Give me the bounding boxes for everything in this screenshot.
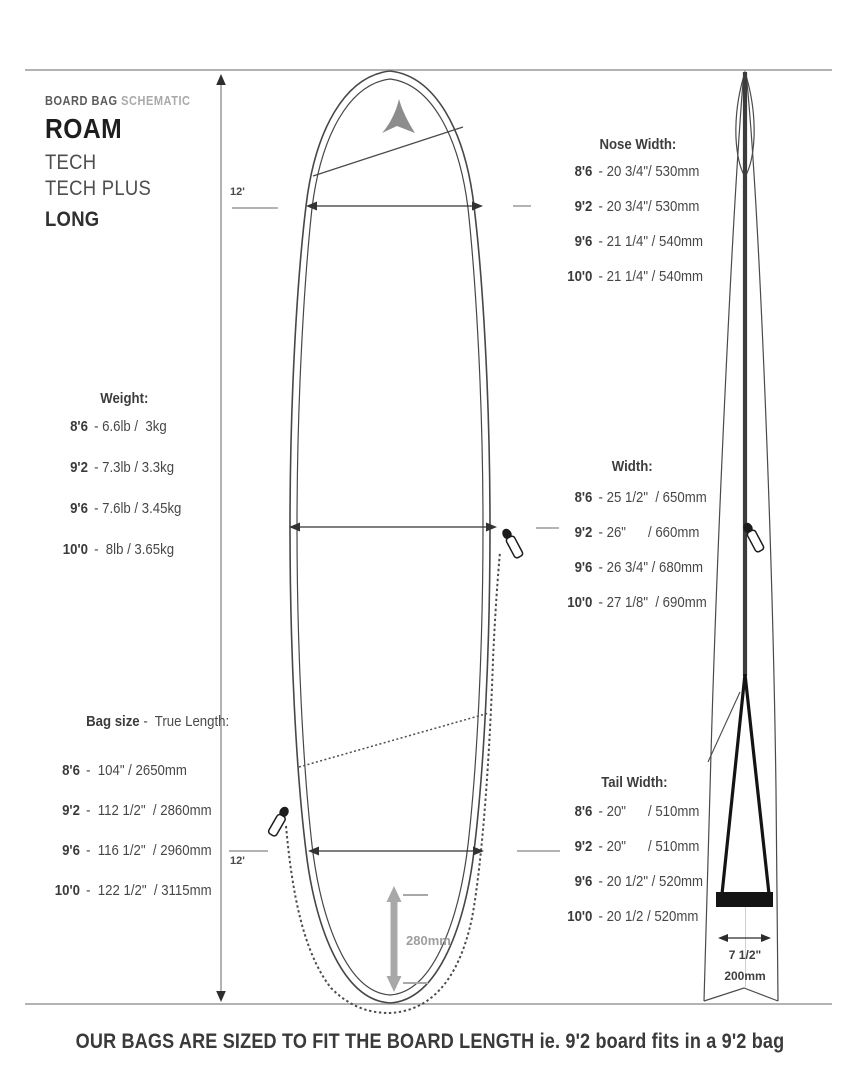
- spec-size: 9'6: [574, 559, 593, 576]
- side-width-arrow: [718, 934, 771, 942]
- spec-row: [566, 838, 703, 855]
- spec-row: [58, 500, 181, 517]
- tail-width-title: Tail Width:: [601, 774, 668, 791]
- nose-width-specs: [566, 136, 703, 285]
- tail-depth-label: 280mm: [406, 933, 451, 948]
- spec-row: [566, 163, 703, 180]
- spec-value: - 25 1/2" / 650mm: [598, 489, 707, 506]
- spec-row: [566, 594, 707, 611]
- spec-size: 10'0: [54, 882, 80, 899]
- side-bottom-notch: [704, 988, 778, 1001]
- spec-value: - 7.6lb / 3.45kg: [94, 500, 182, 517]
- spec-value: - 21 1/4" / 540mm: [598, 233, 704, 250]
- weight-title: Weight:: [100, 390, 149, 407]
- spec-row: [566, 198, 703, 215]
- bag-size-title-light: - True Length:: [139, 713, 230, 730]
- bag-size-title: [50, 696, 229, 747]
- spec-size: 9'2: [574, 524, 593, 541]
- spec-size: 8'6: [574, 163, 593, 180]
- spec-value: - 7.3lb / 3.3kg: [94, 459, 175, 476]
- side-left-edge: [704, 82, 743, 1001]
- bag-size-title-bold: Bag size: [86, 713, 140, 730]
- tail-offset-label: 12': [230, 855, 245, 867]
- spec-value: - 20" / 510mm: [598, 803, 700, 820]
- spec-value: - 27 1/8" / 690mm: [598, 594, 707, 611]
- spec-row: [58, 459, 181, 476]
- spec-size: 9'2: [574, 198, 593, 215]
- spec-value: - 20 3/4"/ 530mm: [598, 198, 700, 215]
- spec-size: 8'6: [70, 418, 88, 435]
- spec-row: [566, 873, 703, 890]
- sizing-note: OUR BAGS ARE SIZED TO FIT THE BOARD LENGTH ie. 9'2 board fits in a 9'2 bag: [75, 1030, 785, 1053]
- spec-row: [566, 489, 707, 506]
- spec-size: 8'6: [62, 762, 80, 779]
- spec-value: - 8lb / 3.65kg: [94, 541, 175, 558]
- spec-value: - 122 1/2" / 3115mm: [86, 882, 212, 899]
- spec-size: 9'6: [62, 842, 80, 859]
- spec-size: 10'0: [567, 908, 593, 925]
- side-tail-gusset-right: [745, 674, 769, 894]
- brand-name: ROAM: [45, 113, 123, 144]
- spec-size: 9'6: [70, 500, 88, 517]
- spec-value: - 112 1/2" / 2860mm: [86, 802, 212, 819]
- schematic-label-light: SCHEMATIC: [121, 94, 191, 108]
- spec-size: 10'0: [567, 594, 593, 611]
- spec-size: 8'6: [574, 489, 593, 506]
- spec-size: 9'6: [574, 233, 593, 250]
- bag-size-specs: [50, 696, 229, 899]
- width-title: Width:: [611, 458, 653, 475]
- spec-size: 8'6: [574, 803, 593, 820]
- schematic-label: [45, 94, 191, 108]
- spec-size: 10'0: [62, 541, 88, 558]
- spec-row: [58, 541, 181, 558]
- spec-row: [50, 842, 229, 859]
- spec-row: [50, 802, 229, 819]
- spec-size: 9'2: [70, 459, 88, 476]
- board-front-view: [267, 71, 524, 1013]
- spec-value: - 20" / 510mm: [598, 838, 700, 855]
- spec-row: [566, 233, 703, 250]
- bag-outer-outline: [290, 71, 490, 1003]
- spec-row: [566, 268, 703, 285]
- spec-size: 9'2: [574, 838, 593, 855]
- tail-width-specs: [566, 774, 703, 925]
- side-width-mm-label: 200mm: [724, 969, 766, 983]
- side-handle: [716, 892, 773, 907]
- spec-row: [566, 908, 703, 925]
- spec-value: - 26 3/4" / 680mm: [598, 559, 704, 576]
- spec-value: - 6.6lb / 3kg: [94, 418, 167, 435]
- spec-size: 10'0: [567, 268, 593, 285]
- spec-row: [566, 559, 707, 576]
- spec-value: - 20 1/2" / 520mm: [598, 873, 704, 890]
- spec-size: 9'2: [62, 802, 80, 819]
- spec-value: - 21 1/4" / 540mm: [598, 268, 704, 285]
- spec-value: - 20 1/2 / 520mm: [598, 908, 699, 925]
- side-width-inches-label: 7 1/2": [728, 948, 762, 962]
- spec-value: - 20 3/4"/ 530mm: [598, 163, 700, 180]
- nose-offset-label: 12': [230, 186, 245, 198]
- spec-row: [50, 762, 229, 779]
- spec-size: 9'6: [574, 873, 593, 890]
- weight-specs: [58, 390, 181, 558]
- board-side-view: [704, 72, 778, 1001]
- model-tech-plus: TECH PLUS: [45, 177, 152, 200]
- spec-value: - 116 1/2" / 2960mm: [86, 842, 212, 859]
- zipper-pull-icon: [500, 527, 523, 559]
- spec-value: - 26" / 660mm: [598, 524, 700, 541]
- schematic-label-bold: BOARD BAG: [45, 94, 122, 108]
- spec-row: [50, 882, 229, 899]
- width-specs: [566, 458, 707, 611]
- spec-value: - 104" / 2650mm: [86, 762, 187, 779]
- spec-row: [58, 418, 181, 435]
- spec-row: [566, 524, 707, 541]
- size-class: LONG: [45, 208, 100, 231]
- spec-row: [566, 803, 703, 820]
- nose-width-title: Nose Width:: [599, 136, 677, 153]
- model-tech: TECH: [45, 151, 97, 174]
